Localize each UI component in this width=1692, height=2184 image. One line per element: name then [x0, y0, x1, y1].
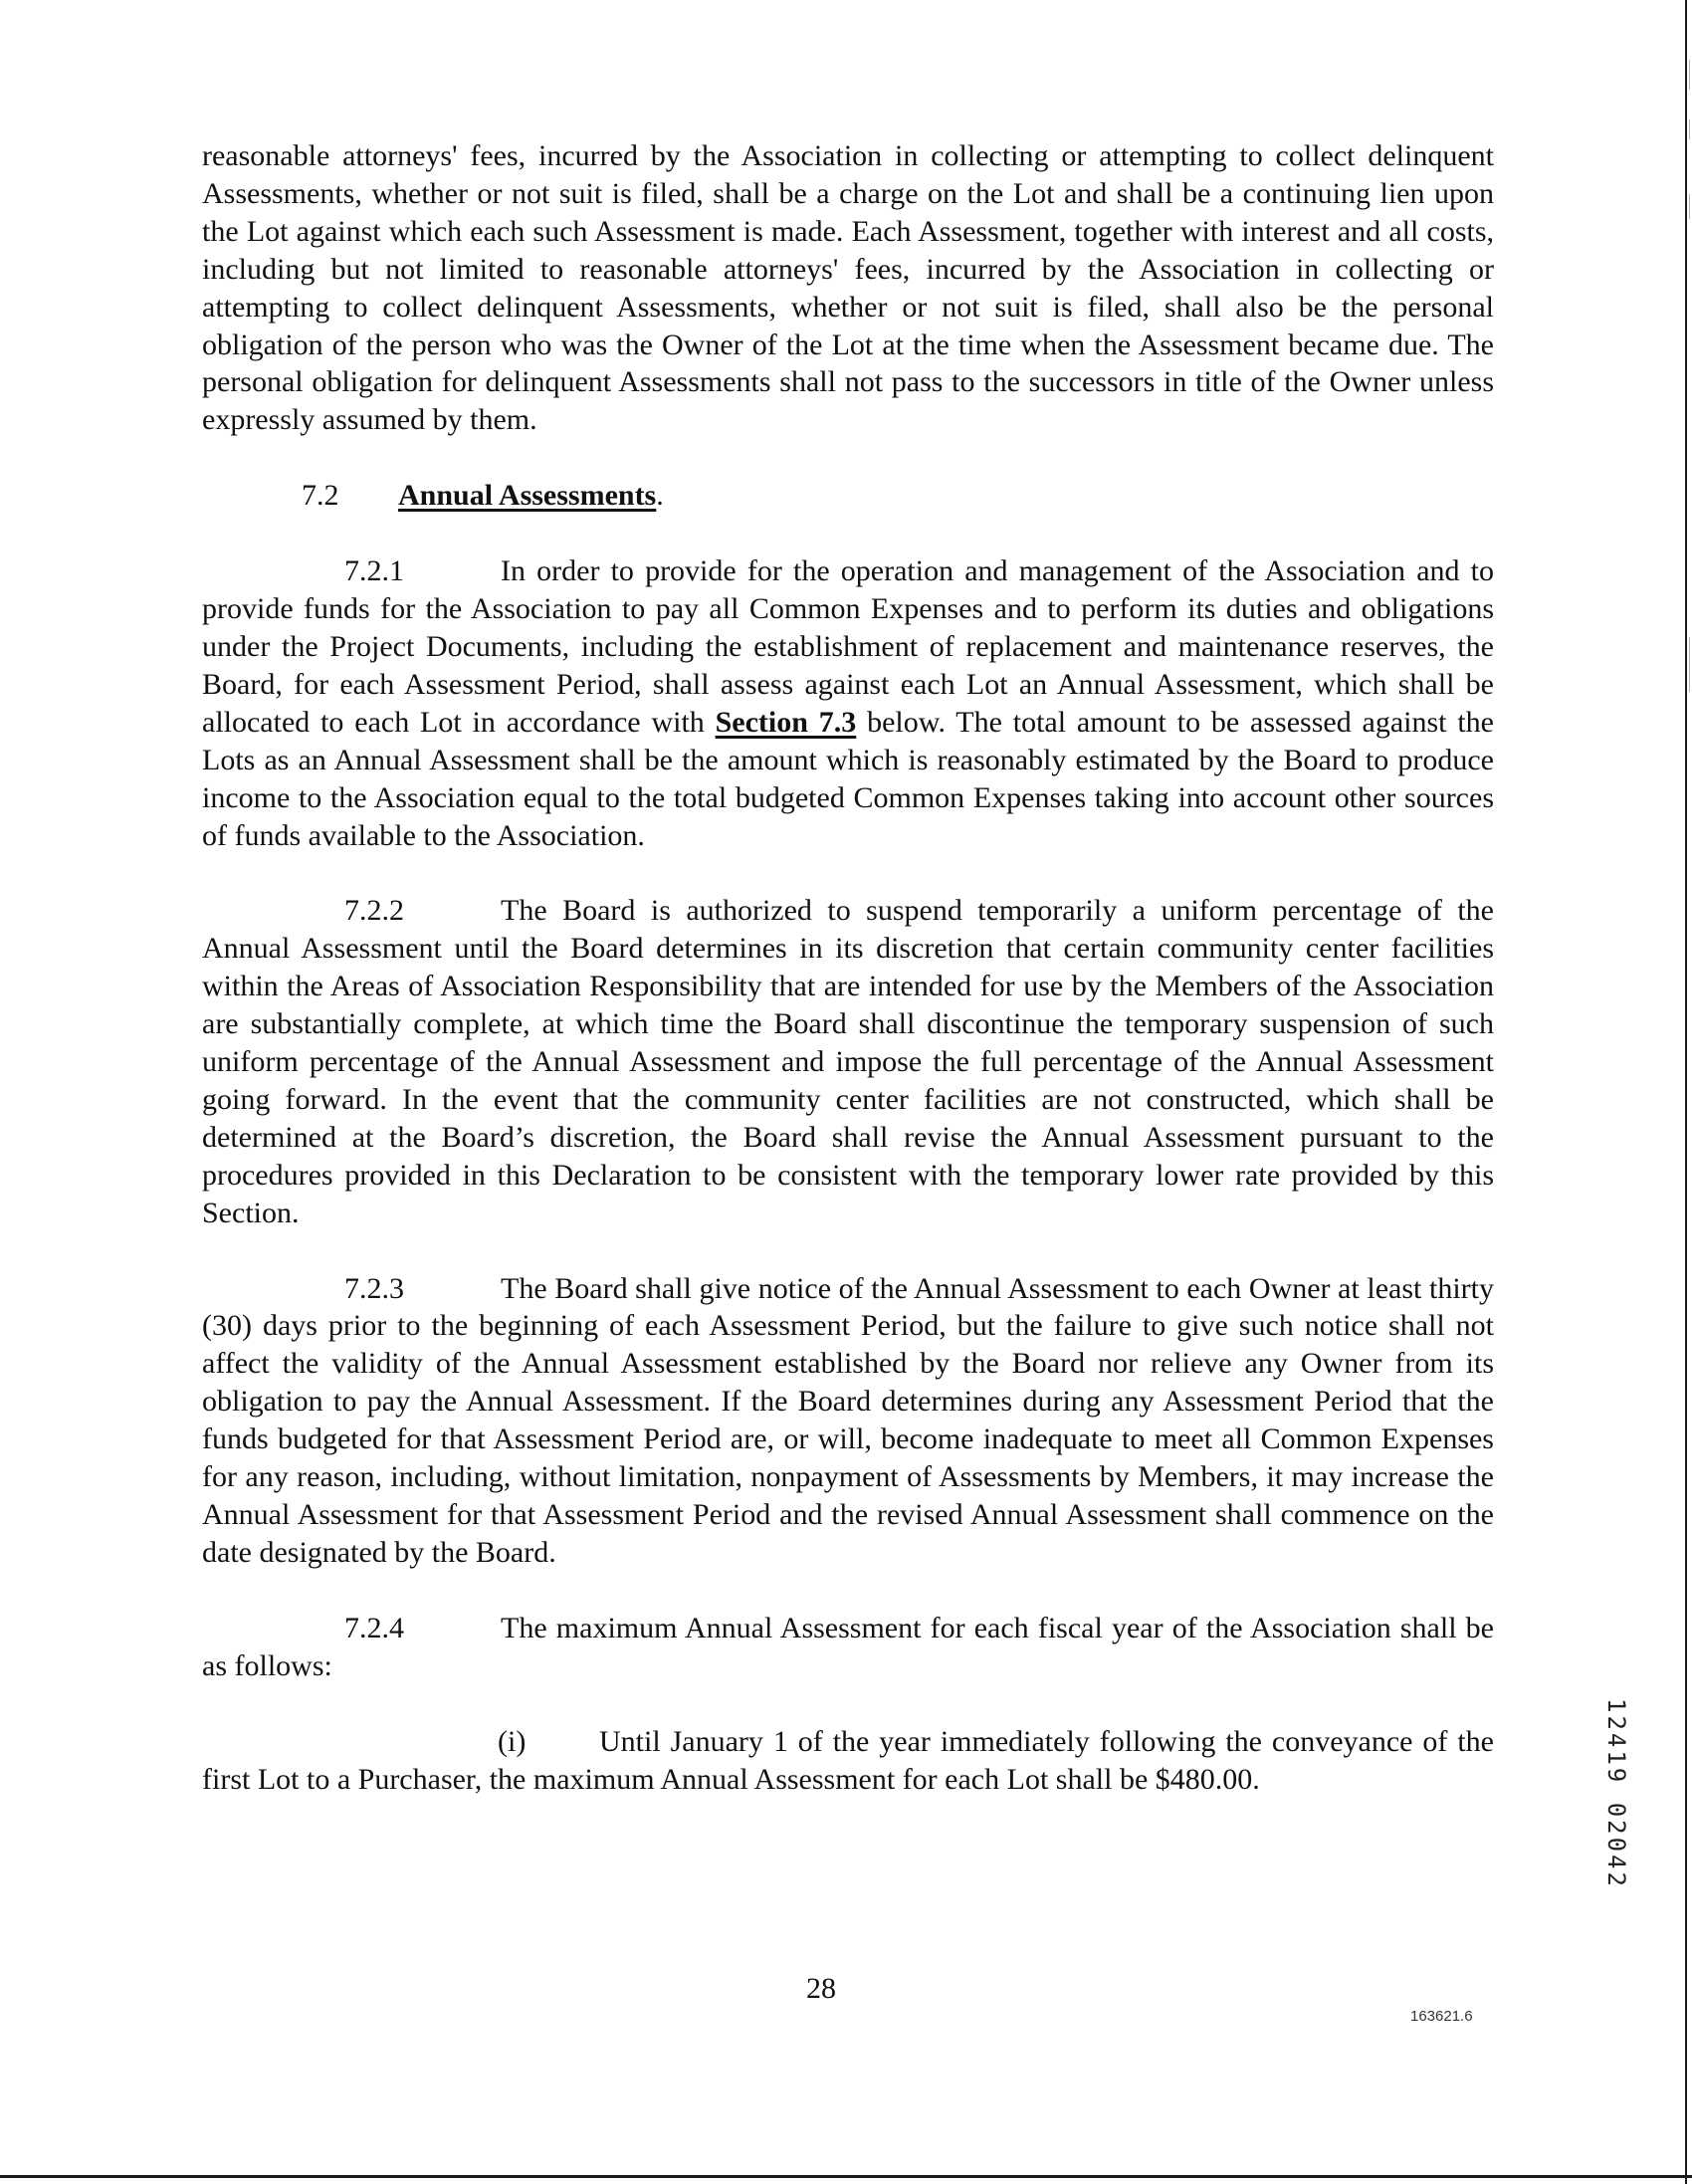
list-item-i [202, 1723, 1494, 1799]
document-code: 163621.6 [1410, 2008, 1473, 2025]
recording-stamp: 12419 02042 [1602, 1698, 1630, 1889]
item-label: (i) [498, 1724, 527, 1758]
subsection-text: In order to provide for the operation and management of the Association and to provide funds for the Association to pay all Common Expenses and to perform its duties and obligations under the Project Documents, including the establishment of replacement and maintenance reserves, the Board, for each Assessment Period, shall assess against each Lot an Annual Assessment, which shall be allocated to each Lot in accordance with [202, 554, 1494, 739]
scan-artifact [1689, 637, 1690, 692]
page-number: 28 [806, 1972, 836, 2005]
section-title-punct: . [656, 479, 664, 513]
subsection-text: The Board is authorized to suspend temporarily a uniform percentage of the Annual Assessment until the Board determines in its discretion that certain community center facilities within the Areas of Association Responsibility that are intended for use by the Members of the Association are substantially complete, at which time the Board shall discontinue the temporary suspension of such uniform percentage of the Annual Assessment and impose the full percentage of the Annual Assessment going forward. In the event that the community center facilities are not constructed, which shall be determined at the Board’s discretion, the Board shall revise the Annual Assessment pursuant to the procedures provided in this Declaration to be consistent with the temporary lower rate provided by this Section. [202, 894, 1494, 1229]
intro-paragraph: reasonable attorneys' fees, incurred by the Association in collecting or attempting to collect delinquent Assessments, whether or not suit is filed, shall be a charge on the Lot and shall be a continuing lien upon the Lot against which each such Assessment is made. Each Assessment, together with interest and all costs, including but not limited to reasonable attorneys' fees, incurred by the Association in collecting or attempting to collect delinquent Assessments, whether or not suit is filed, shall also be the personal obligation of the person who was the Owner of the Lot at the time when the Assessment became due. The personal obligation for delinquent Assessments shall not pass to the successors in title of the Owner unless expressly assumed by them. [202, 139, 1494, 437]
page-edge-bottom [0, 2175, 1692, 2178]
subsection-text: The maximum Annual Assessment for each fiscal year of the Association shall be as follows: [202, 1611, 1494, 1682]
page-edge-right [1685, 0, 1687, 2184]
subsection-text-cont: below. The total amount to be assessed against the Lots as an Annual Assessment shall be the amount which is reasonably estimated by the Board to produce income to the Association equal to the total budgeted Common Expenses taking into account other sources of funds available to the Association. [202, 705, 1494, 852]
subsection-7-2-1 [202, 552, 1494, 854]
section-heading-7-2 [202, 477, 1494, 515]
subsection-number: 7.2.2 [344, 894, 404, 928]
subsection-text: The Board shall give notice of the Annual Assessment to each Owner at least thirty (30) days prior to the beginning of each Assessment Period, but the failure to give such notice shall not affect the validity of the Annual Assessment established by the Board nor relieve any Owner from its obligation to pay the Annual Assessment. If the Board determines during any Assessment Period that the funds budgeted for that Assessment Period are, or will, become inadequate to meet all Common Expenses for any reason, including, without limitation, nonpayment of Assessments by Members, it may increase the Annual Assessment for that Assessment Period and the revised Annual Assessment shall commence on the date designated by the Board. [202, 1271, 1494, 1569]
subsection-number: 7.2.1 [344, 554, 404, 588]
subsection-number: 7.2.3 [344, 1271, 404, 1305]
scan-artifact [1689, 119, 1690, 139]
item-text: Until January 1 of the year immediately following the conveyance of the first Lot to a Purchaser, the maximum Annual Assessment for each Lot shall be $480.00. [202, 1724, 1494, 1796]
section-reference: Section 7.3 [715, 705, 857, 739]
subsection-7-2-4 [202, 1610, 1494, 1685]
subsection-7-2-2 [202, 892, 1494, 1231]
subsection-7-2-3 [202, 1270, 1494, 1572]
subsection-number: 7.2.4 [344, 1611, 404, 1644]
section-title: Annual Assessments [398, 479, 657, 513]
scan-artifact [1689, 60, 1690, 90]
scan-artifact [1689, 194, 1690, 219]
document-body [202, 137, 1494, 1798]
section-number: 7.2 [302, 479, 339, 513]
